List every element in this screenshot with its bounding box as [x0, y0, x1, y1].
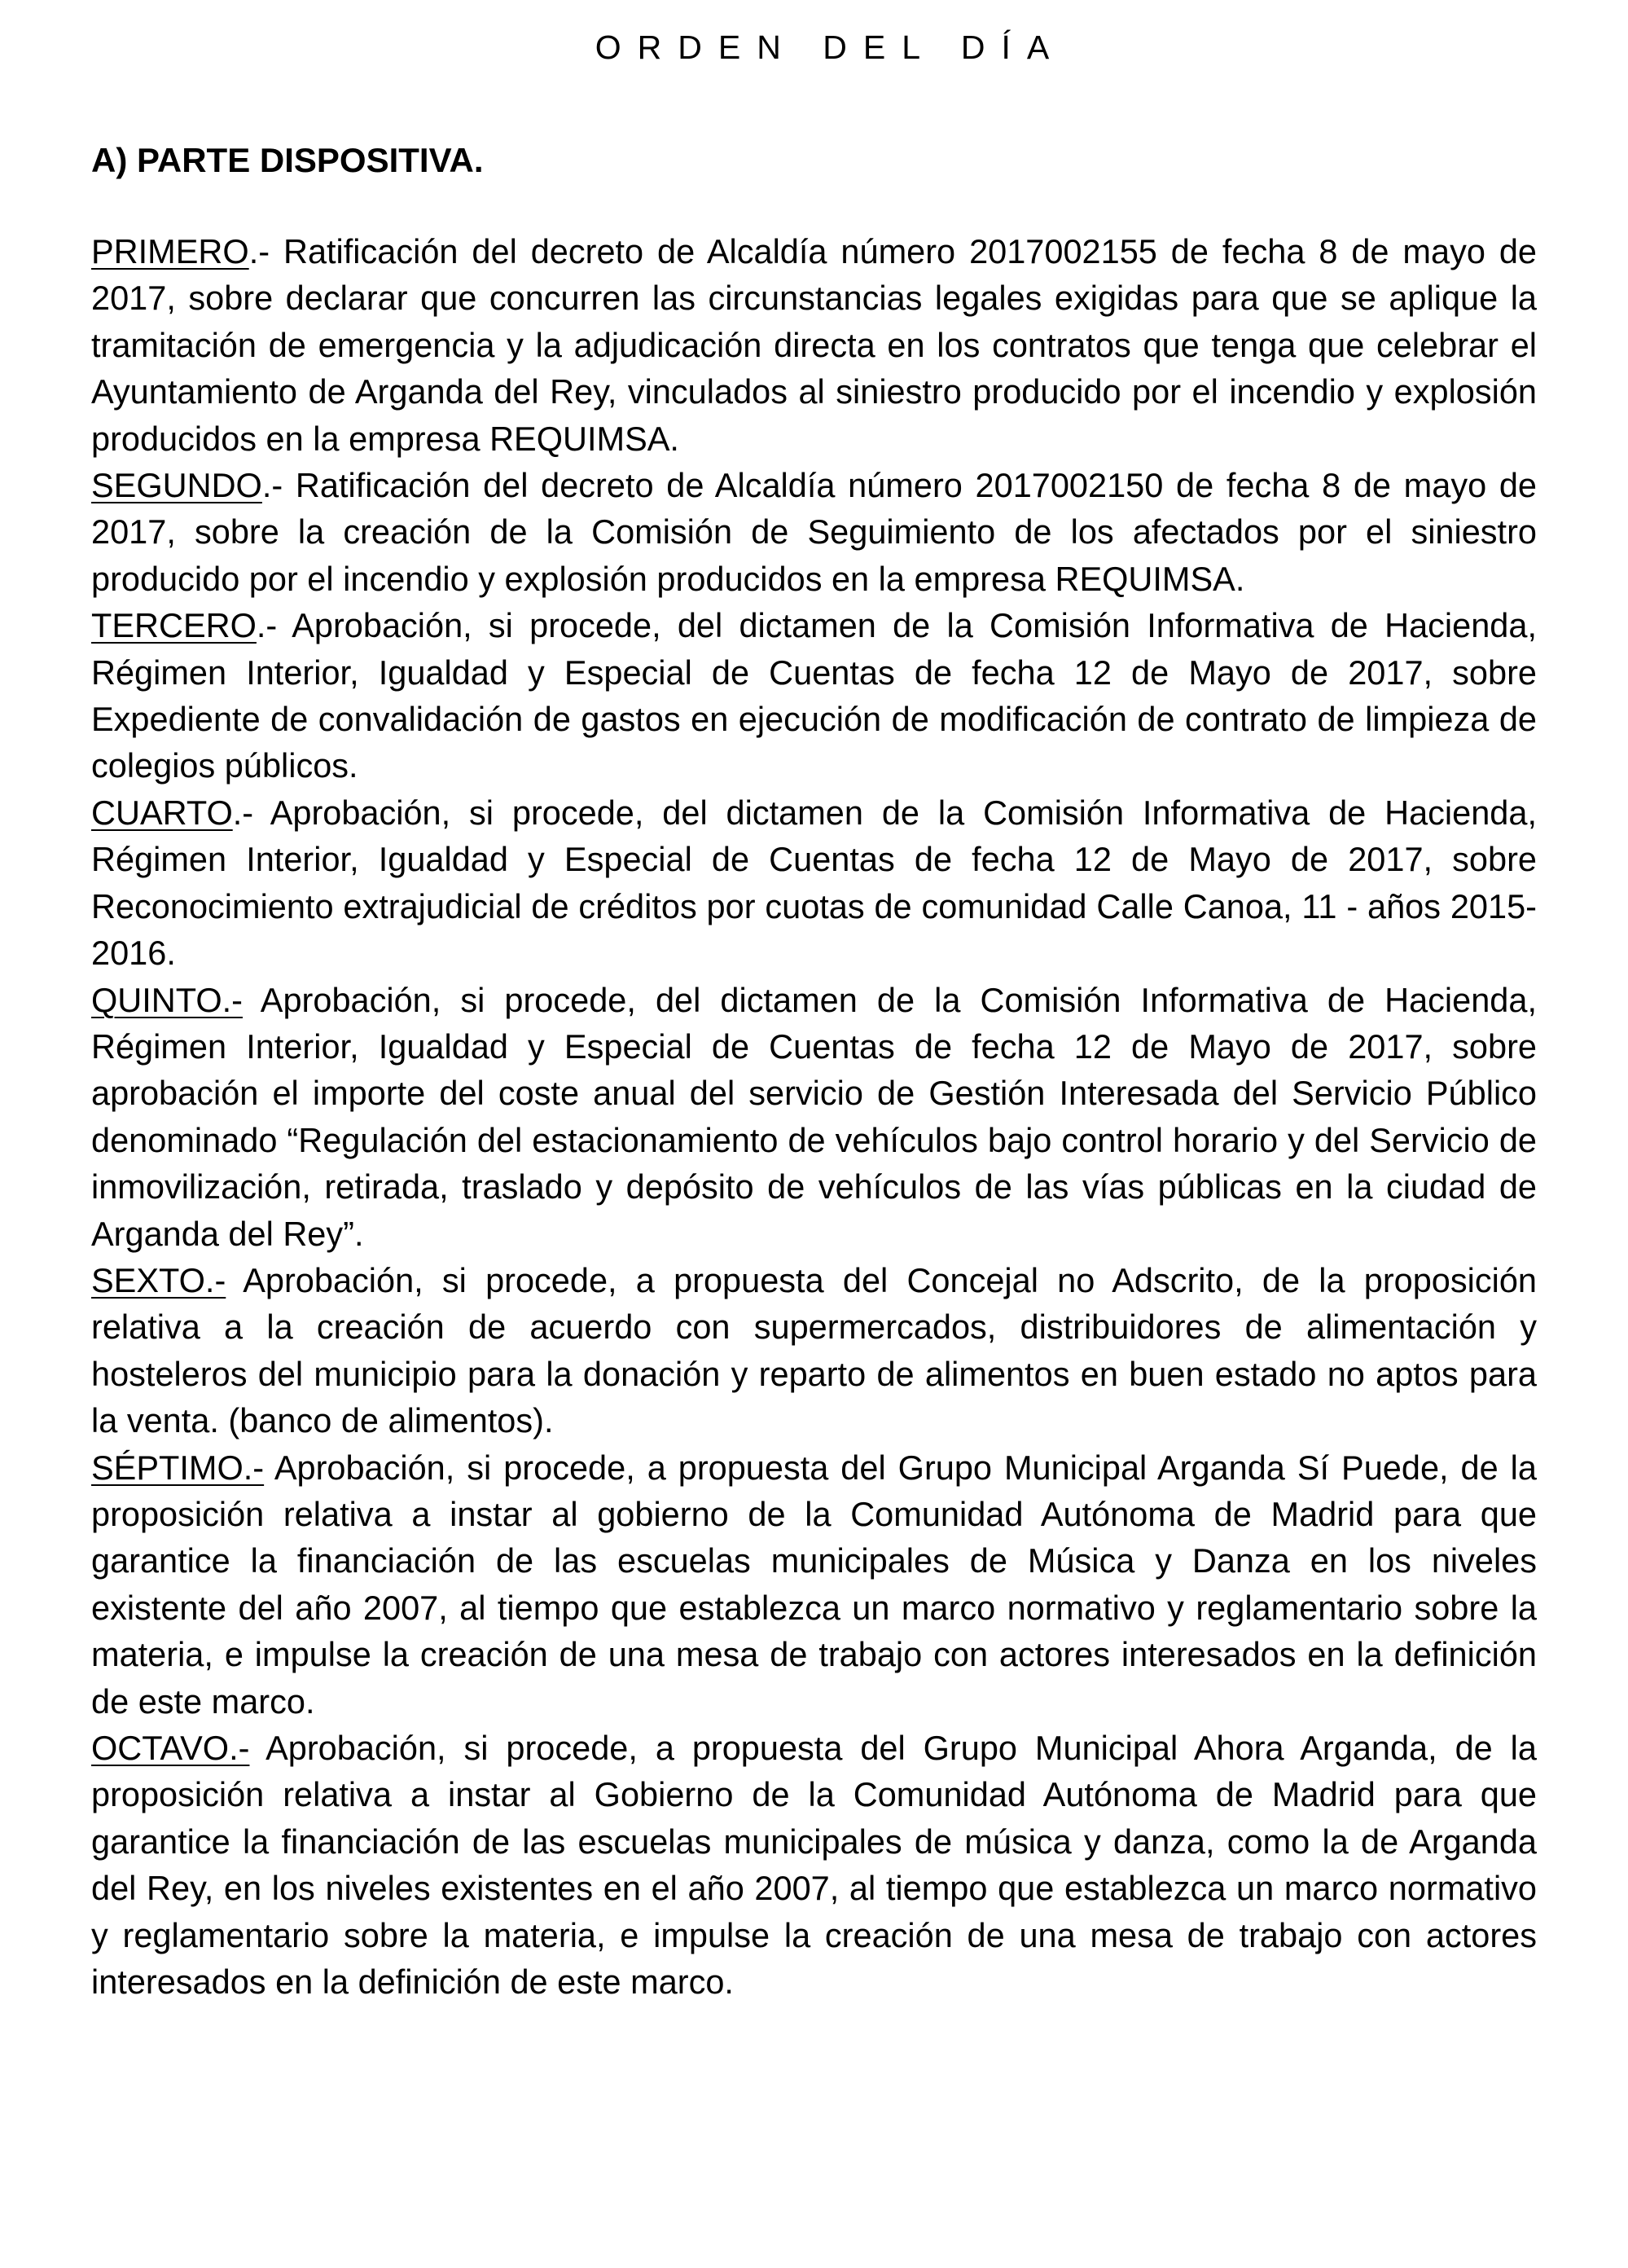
agenda-item-separator — [264, 1448, 274, 1487]
agenda-item-septimo — [91, 1444, 1537, 1725]
agenda-item-label: QUINTO.- — [91, 980, 243, 1019]
agenda-item-text: Ratificación del decreto de Alcaldía número 2017002155 de fecha 8 de mayo de 2017, sobre declarar que concurren las circunstancias legales exigidas para que se aplique la tramitación de emergencia y la adjudicación directa en los contratos que tenga que celebrar el Ayuntamiento de Arganda del Rey, vinculados al siniestro producido por el incendio y explosión producidos en la empresa REQUIMSA. — [91, 232, 1537, 458]
agenda-item-text: Aprobación, si procede, del dictamen de la Comisión Informativa de Hacienda, Régimen Interior, Igualdad y Especial de Cuentas de fecha 12 de Mayo de 2017, sobre aprobación el importe del coste anual del servicio de Gestión Interesada del Servicio Público denominado “Regulación del estacionamiento de vehículos bajo control horario y del Servicio de inmovilización, retirada, traslado y depósito de vehículos de las vías públicas en la ciudad de Arganda del Rey”. — [91, 980, 1537, 1253]
agenda-item-separator: .- — [232, 793, 270, 832]
agenda-item-label: SEXTO.- — [91, 1260, 226, 1299]
agenda-item-text: Aprobación, si procede, a propuesta del Concejal no Adscrito, de la proposición relativa a la creación de acuerdo con supermercados, distribuidores de alimentación y hosteleros del municipio para la donación y reparto de alimentos en buen estado no aptos para la venta. (banco de alimentos). — [91, 1260, 1537, 1440]
agenda-item-separator: .- — [248, 232, 283, 270]
agenda-item-cuarto — [91, 789, 1537, 977]
section-heading: A) PARTE DISPOSITIVA. — [91, 141, 484, 179]
agenda-item-label: CUARTO — [91, 793, 233, 832]
agenda-item-segundo — [91, 462, 1537, 602]
agenda-items — [91, 228, 1537, 2005]
agenda-item-text: Aprobación, si procede, a propuesta del Grupo Municipal Ahora Arganda, de la proposición relativa a instar al Gobierno de la Comunidad Autónoma de Madrid para que garantice la financiación de las escuelas municipales de música y danza, como la de Arganda del Rey, en los niveles existentes en el año 2007, al tiempo que establezca un marco normativo y reglamentario sobre la materia, e impulse la creación de una mesa de trabajo con actores interesados en la definición de este marco. — [91, 1729, 1537, 2002]
agenda-item-separator: .- — [256, 606, 292, 645]
agenda-item-text: Aprobación, si procede, a propuesta del Grupo Municipal Arganda Sí Puede, de la proposición relativa a instar al gobierno de la Comunidad Autónoma de Madrid para que garantice la financiación de las escuelas municipales de Música y Danza en los niveles existente del año 2007, al tiempo que establezca un marco normativo y reglamentario sobre la materia, e impulse la creación de una mesa de trabajo con actores interesados en la definición de este marco. — [91, 1448, 1537, 1721]
agenda-item-label: SEGUNDO — [91, 466, 262, 505]
agenda-item-sexto — [91, 1257, 1537, 1444]
agenda-item-separator — [226, 1261, 243, 1299]
document-page — [91, 0, 1537, 2005]
agenda-item-text: Aprobación, si procede, del dictamen de la Comisión Informativa de Hacienda, Régimen Interior, Igualdad y Especial de Cuentas de fecha 12 de Mayo de 2017, sobre Reconocimiento extrajudicial de créditos por cuotas de comunidad Calle Canoa, 11 - años 2015-2016. — [91, 793, 1537, 973]
agenda-item-tercero — [91, 602, 1537, 789]
agenda-item-separator: .- — [261, 466, 296, 505]
agenda-item-label: SÉPTIMO.- — [91, 1448, 265, 1487]
agenda-item-separator — [249, 1729, 265, 1767]
agenda-item-label: OCTAVO.- — [91, 1729, 250, 1767]
agenda-item-label: PRIMERO — [91, 232, 249, 270]
document-title: ORDEN DEL DÍA — [595, 29, 1066, 66]
agenda-item-primero — [91, 228, 1537, 462]
agenda-item-text: Aprobación, si procede, del dictamen de la Comisión Informativa de Hacienda, Régimen Interior, Igualdad y Especial de Cuentas de fecha 12 de Mayo de 2017, sobre Expediente de convalidación de gastos en ejecución de modificación de contrato de limpieza de colegios públicos. — [91, 606, 1537, 785]
agenda-item-separator — [243, 981, 261, 1019]
agenda-item-label: TERCERO — [91, 606, 257, 645]
agenda-item-text: Ratificación del decreto de Alcaldía número 2017002150 de fecha 8 de mayo de 2017, sobre la creación de la Comisión de Seguimiento de los afectados por el siniestro producido por el incendio y explosión producidos en la empresa REQUIMSA. — [91, 466, 1537, 598]
agenda-item-octavo — [91, 1725, 1537, 2005]
agenda-item-quinto — [91, 977, 1537, 1257]
